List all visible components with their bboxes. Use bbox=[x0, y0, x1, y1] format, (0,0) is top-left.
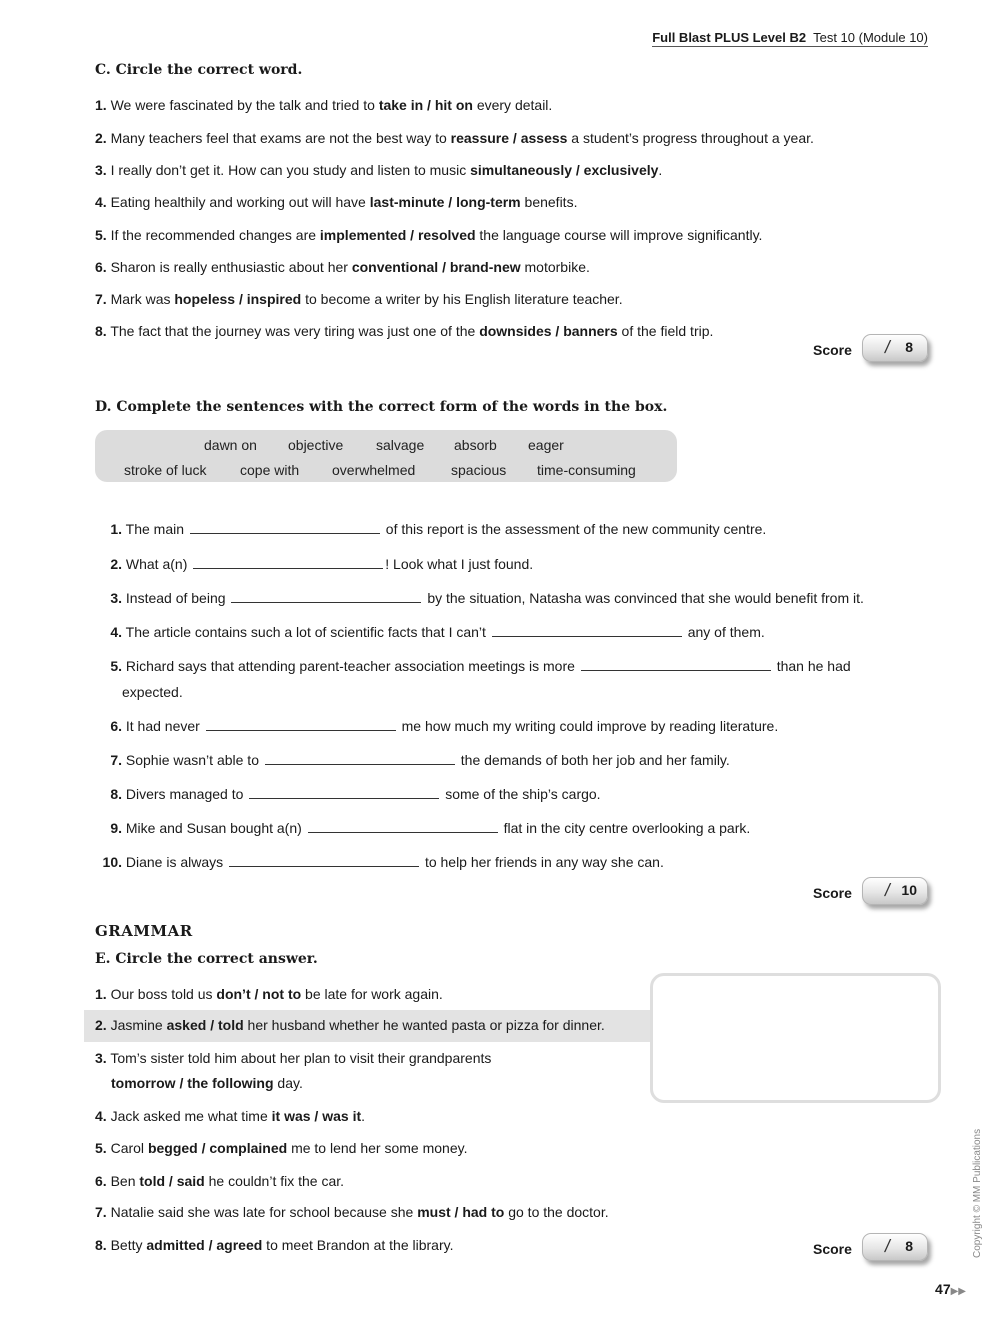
score-box-d[interactable] bbox=[862, 877, 928, 905]
e-option-8[interactable]: admitted / agreed bbox=[146, 1237, 263, 1253]
score-total-d: 10 bbox=[901, 882, 917, 898]
page-number: 47▶▶ bbox=[935, 1281, 966, 1297]
e-option-4[interactable]: it was / was it bbox=[271, 1108, 362, 1124]
e-option-2[interactable]: asked / told bbox=[166, 1017, 244, 1033]
e-item-4: 4. Jack asked me what time it was / was it. bbox=[95, 1108, 366, 1124]
grammar-heading: GRAMMAR bbox=[95, 922, 193, 940]
d-blank-10[interactable] bbox=[229, 853, 419, 867]
c-option-1[interactable]: take in / hit on bbox=[378, 97, 473, 113]
e-option-5[interactable]: begged / complained bbox=[147, 1140, 288, 1156]
word-dawn-on: dawn on bbox=[204, 437, 257, 453]
c-item-7: 7. Mark was hopeless / inspired to become a writer by his English literature teacher. bbox=[95, 291, 623, 307]
d-item-7: 7. Sophie wasn’t able to the demands of both her job and her family. bbox=[110, 752, 730, 768]
score-slash: / bbox=[883, 337, 892, 357]
c-item-4: 4. Eating healthily and working out will have last-minute / long-term benefits. bbox=[95, 194, 578, 210]
word-stroke-of-luck: stroke of luck bbox=[124, 462, 207, 478]
score-slash: / bbox=[883, 1236, 892, 1256]
score-box-e[interactable] bbox=[862, 1233, 928, 1261]
c-option-5[interactable]: implemented / resolved bbox=[319, 227, 476, 243]
c-option-3[interactable]: simultaneously / exclusively bbox=[470, 162, 659, 178]
d-item-8: 8. Divers managed to some of the ship’s cargo. bbox=[110, 786, 601, 802]
word-absorb: absorb bbox=[454, 437, 497, 453]
word-time-consuming: time-consuming bbox=[537, 462, 636, 478]
copyright-text: Copyright © MM Publications bbox=[972, 1128, 983, 1258]
score-label-c: Score bbox=[813, 342, 852, 358]
word-overwhelmed: overwhelmed bbox=[332, 462, 416, 478]
e-item-2: 2. Jasmine asked / told her husband whether he wanted pasta or pizza for dinner. bbox=[95, 1017, 605, 1033]
e-option-3[interactable]: tomorrow / the following bbox=[111, 1075, 274, 1091]
score-box-c[interactable] bbox=[862, 334, 928, 362]
section-d-title: D. Complete the sentences with the correct form of the words in the box. bbox=[95, 399, 668, 415]
d-blank-2[interactable] bbox=[193, 555, 383, 569]
d-item-5: 5. Richard says that attending parent-teacher association meetings is more than he had bbox=[110, 658, 851, 674]
d-item-5-continued: expected. bbox=[122, 684, 183, 700]
d-item-10: 10. Diane is always to help her friends in any way she can. bbox=[102, 854, 664, 870]
e-option-7[interactable]: must / had to bbox=[417, 1204, 505, 1220]
d-blank-3[interactable] bbox=[231, 589, 421, 603]
book-title: Full Blast PLUS Level B2 bbox=[652, 30, 807, 45]
e-item-3-continued: tomorrow / the following day. bbox=[111, 1075, 303, 1091]
test-title: Test 10 (Module 10) bbox=[813, 30, 928, 45]
c-option-7[interactable]: hopeless / inspired bbox=[174, 291, 302, 307]
e-item-6: 6. Ben told / said he couldn’t fix the car. bbox=[95, 1173, 345, 1189]
c-option-4[interactable]: last-minute / long-term bbox=[369, 194, 521, 210]
e-item-5: 5. Carol begged / complained me to lend her some money. bbox=[95, 1140, 468, 1156]
c-item-8: 8. The fact that the journey was very tiring was just one of the downsides / banners of the field trip. bbox=[95, 323, 714, 339]
c-option-6[interactable]: conventional / brand-new bbox=[351, 259, 521, 275]
c-item-2: 2. Many teachers feel that exams are not the best way to reassure / assess a student’s progress throughout a year. bbox=[95, 130, 814, 146]
d-blank-4[interactable] bbox=[492, 623, 682, 637]
next-arrows-icon: ▶▶ bbox=[950, 1286, 966, 1297]
word-spacious: spacious bbox=[451, 462, 507, 478]
d-blank-9[interactable] bbox=[308, 819, 498, 833]
c-option-8[interactable]: downsides / banners bbox=[479, 323, 618, 339]
word-eager: eager bbox=[528, 437, 564, 453]
e-item-7: 7. Natalie said she was late for school because she must / had to go to the doctor. bbox=[95, 1204, 609, 1220]
score-total-e: 8 bbox=[905, 1238, 913, 1254]
e-item-3: 3. Tom’s sister told him about her plan to visit their grandparents bbox=[95, 1050, 492, 1066]
section-e-title: E. Circle the correct answer. bbox=[95, 951, 318, 967]
d-blank-8[interactable] bbox=[249, 785, 439, 799]
e-option-1[interactable]: don’t / not to bbox=[216, 986, 302, 1002]
d-blank-1[interactable] bbox=[190, 520, 380, 534]
d-item-4: 4. The article contains such a lot of scientific facts that I can’t any of them. bbox=[110, 624, 765, 640]
c-item-1: 1. We were fascinated by the talk and tried to take in / hit on every detail. bbox=[95, 97, 553, 113]
score-label-e: Score bbox=[813, 1241, 852, 1257]
page-header bbox=[652, 30, 928, 47]
d-item-2: 2. What a(n) ! Look what I just found. bbox=[110, 556, 534, 572]
c-item-3: 3. I really don’t get it. How can you study and listen to music simultaneously / exclusively. bbox=[95, 162, 663, 178]
e-option-6[interactable]: told / said bbox=[139, 1173, 205, 1189]
e-item-8: 8. Betty admitted / agreed to meet Brandon at the library. bbox=[95, 1237, 454, 1253]
d-item-9: 9. Mike and Susan bought a(n) flat in the city centre overlooking a park. bbox=[110, 820, 751, 836]
c-item-6: 6. Sharon is really enthusiastic about her conventional / brand-new motorbike. bbox=[95, 259, 590, 275]
e-item-1: 1. Our boss told us don’t / not to be late for work again. bbox=[95, 986, 443, 1002]
word-salvage: salvage bbox=[376, 437, 425, 453]
d-item-3: 3. Instead of being by the situation, Natasha was convinced that she would benefit from it. bbox=[110, 590, 864, 606]
word-objective: objective bbox=[288, 437, 344, 453]
word-cope-with: cope with bbox=[240, 462, 300, 478]
score-label-d: Score bbox=[813, 885, 852, 901]
answer-box[interactable] bbox=[650, 973, 941, 1103]
d-blank-6[interactable] bbox=[206, 717, 396, 731]
d-item-1: 1. The main of this report is the assessment of the new community centre. bbox=[110, 521, 767, 537]
section-c-title: C. Circle the correct word. bbox=[95, 62, 303, 78]
d-blank-5[interactable] bbox=[581, 657, 771, 671]
c-item-5: 5. If the recommended changes are implemented / resolved the language course will improve significantly. bbox=[95, 227, 763, 243]
score-slash: / bbox=[883, 880, 892, 900]
d-blank-7[interactable] bbox=[265, 751, 455, 765]
d-item-6: 6. It had never me how much my writing could improve by reading literature. bbox=[110, 718, 779, 734]
score-total-c: 8 bbox=[905, 339, 913, 355]
c-option-2[interactable]: reassure / assess bbox=[450, 130, 568, 146]
